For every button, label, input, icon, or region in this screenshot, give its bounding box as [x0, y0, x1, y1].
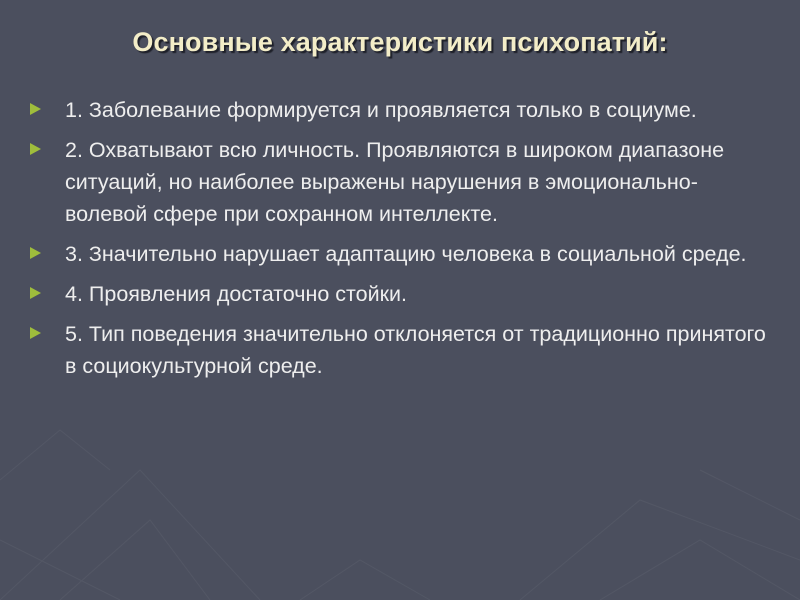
- bullet-text: 4. Проявления достаточно стойки.: [65, 282, 407, 306]
- slide-title: Основные характеристики психопатий:: [132, 27, 668, 57]
- green-triangle-arrow-icon: [30, 143, 41, 155]
- green-triangle-arrow-icon: [30, 247, 41, 259]
- list-item: [28, 134, 778, 230]
- list-item: [28, 318, 778, 382]
- list-item: [28, 278, 778, 310]
- list-item: [28, 94, 778, 126]
- bullet-list: [28, 94, 778, 390]
- bullet-text: 3. Значительно нарушает адаптацию человека в социальной среде.: [65, 242, 747, 266]
- green-triangle-arrow-icon: [30, 287, 41, 299]
- bullet-text: 5. Тип поведения значительно отклоняется от традиционно принятого в социокультурной среде.: [65, 322, 766, 378]
- green-triangle-arrow-icon: [30, 327, 41, 339]
- bullet-text: 2. Охватывают всю личность. Проявляются в широком диапазоне ситуаций, но наиболее выражены нарушения в эмоционально-волевой сфере при сохранном интеллекте.: [65, 138, 725, 226]
- bullet-text: 1. Заболевание формируется и проявляется только в социуме.: [65, 98, 697, 122]
- green-triangle-arrow-icon: [30, 103, 41, 115]
- list-item: [28, 238, 778, 270]
